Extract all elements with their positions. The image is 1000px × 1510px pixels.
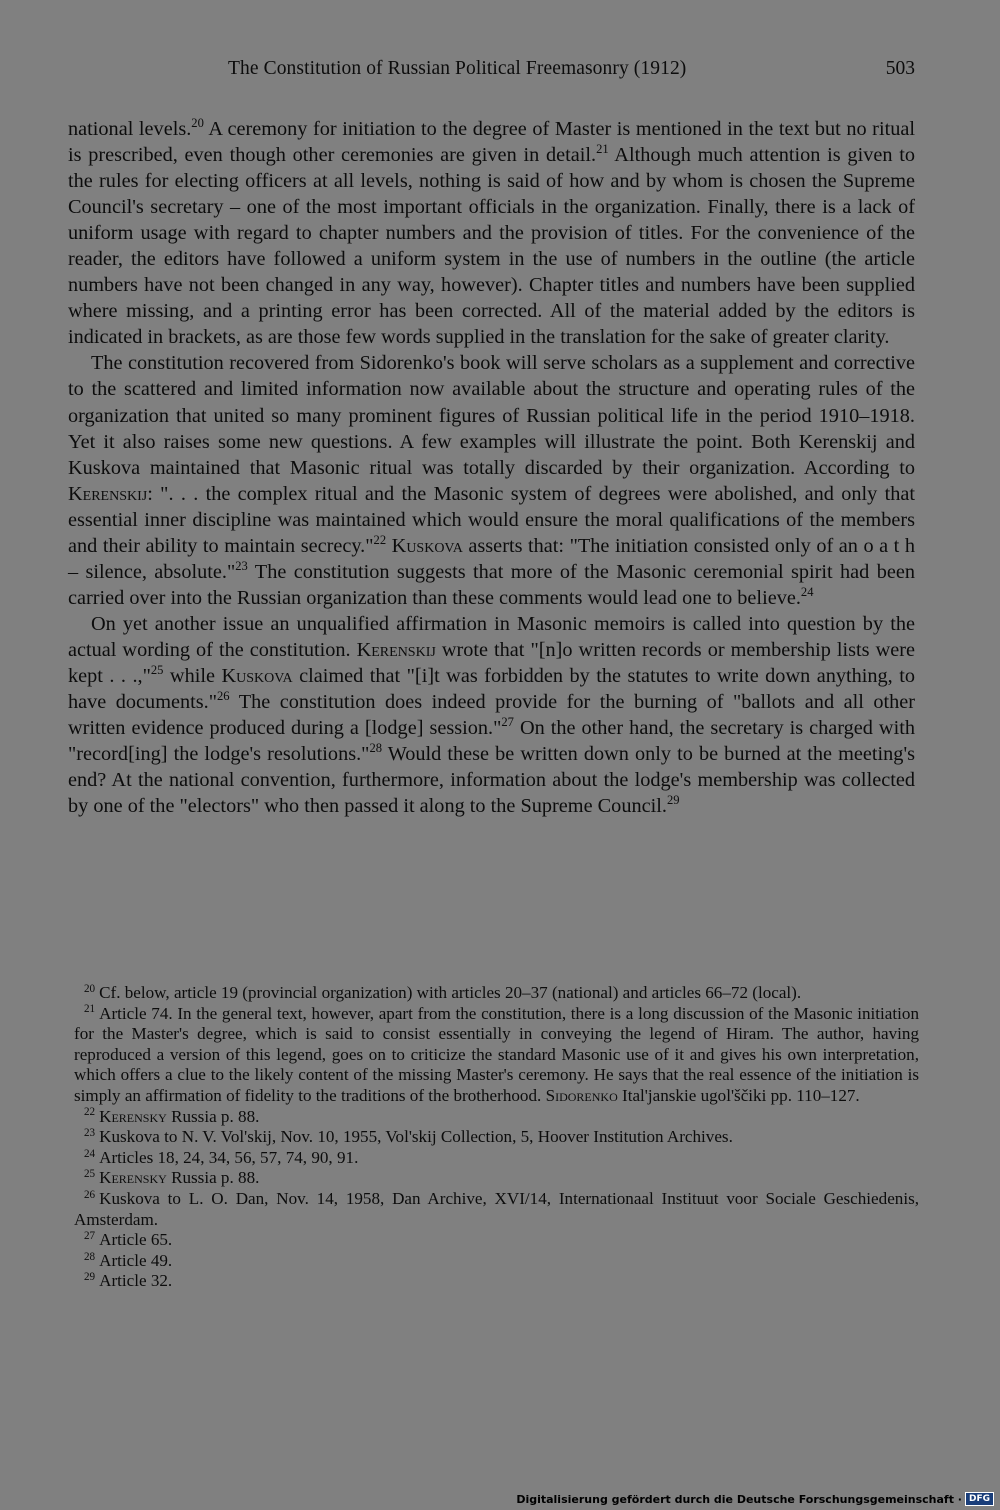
footnote-number: 24 (84, 1147, 96, 1160)
footnote-21 (74, 1004, 919, 1107)
footnote-23 (74, 1127, 919, 1148)
paragraph-1 (68, 116, 915, 350)
text-run: A ceremony for initiation to the degree of Master is mentioned in the text but no ritual is prescribed, even though other ceremonies are given in detail. (68, 118, 915, 167)
text-run: The constitution does indeed provide for the burning of "ballots and all other written evidence produced during a [lodge] session." (68, 691, 915, 740)
text-run: On the other hand, the secretary is charged with "record[ing] the lodge's resolutions." (68, 717, 915, 766)
footnote-text: Ital'janskie ugol'ščiki pp. 110–127. (617, 1085, 860, 1105)
footnote-ref[interactable]: 21 (596, 142, 609, 157)
footnote-ref[interactable]: 20 (191, 116, 204, 131)
footnote-text: Article 49. (99, 1250, 173, 1270)
text-run: The constitution recovered from Sidorenko's book will serve scholars as a supplement and corrective to the scattered and limited information now available about the structure and operating rules of the organization that united so many prominent figures of Russian political life in the period 1910–1918. Yet it also raises some new questions. A few examples will illustrate the point. Both Kerenskij and Kuskova maintained that Masonic ritual was totally discarded by their organization. According to (68, 352, 915, 479)
running-header (0, 58, 1000, 88)
footnote-number: 27 (84, 1230, 96, 1243)
text-run: The constitution suggests that more of the Masonic ceremonial spirit had been carried over into the Russian organization than these comments would lead one to believe. (68, 560, 915, 609)
footnote-26 (74, 1189, 919, 1230)
author-name: Kuskova (221, 664, 293, 687)
footnote-text: Article 74. In the general text, however, apart from the constitution, there is a long discussion of the Masonic initiation for the Master's degree, which is said to consist essentially in conveying the legend of Hiram. The author, having reproduced a version of this legend, goes on to criticize the standard Masonic use of it and gives his own interpretation, which offers a clue to the likely content of the missing Master's ceremony. He says that the real essence of the initiation is simply an affirmation of fidelity to the traditions of the brotherhood. (74, 1003, 919, 1105)
running-title: The Constitution of Russian Political Freemasonry (1912) (228, 58, 687, 79)
author-name: Kerensky (99, 1168, 167, 1188)
footnote-24 (74, 1148, 919, 1169)
text-run: Would these be written down only to be burned at the meeting's end? At the national convention, furthermore, information about the lodge's membership was collected by one of the "electors" who then passed it along to the Supreme Council. (68, 743, 915, 818)
text-run: On yet another issue an unqualified affirmation in Masonic memoirs is called into question by the actual wording of the constitution. (68, 612, 915, 661)
footnote-number: 23 (84, 1127, 96, 1140)
dfg-logo: DFG (965, 1492, 994, 1506)
footnote-text: Cf. below, article 19 (provincial organization) with articles 20–37 (national) and articles 66–72 (local). (99, 983, 802, 1002)
footnote-number: 20 (84, 982, 96, 995)
digitization-credit (516, 1490, 994, 1508)
credit-text: Digitalisierung gefördert durch die Deutsche Forschungsgemeinschaft · (516, 1492, 962, 1506)
footnote-ref[interactable]: 28 (369, 741, 383, 756)
footnote-text: Kuskova to N. V. Vol'skij, Nov. 10, 1955, Vol'skij Collection, 5, Hoover Institution Archives. (99, 1127, 733, 1147)
footnote-ref[interactable]: 26 (217, 689, 230, 704)
footnote-number: 26 (84, 1188, 96, 1201)
author-name: Kerensky (99, 1106, 167, 1126)
footnote-ref[interactable]: 24 (800, 585, 814, 600)
footnote-text: Article 32. (99, 1271, 173, 1291)
footnote-number: 28 (84, 1250, 96, 1263)
footnote-25 (74, 1168, 919, 1189)
page-number: 503 (885, 58, 915, 79)
text-run: : ". . . the complex ritual and the Masonic system of degrees were abolished, and only that essential inner discipline was maintained which would ensure the moral qualifications of the members and their ability to maintain secrecy." (68, 482, 915, 557)
footnote-ref[interactable]: 22 (373, 532, 387, 547)
text-run: wrote that "[n]o written records or membership lists were kept . . .," (68, 638, 915, 687)
footnote-text: Articles 18, 24, 34, 56, 57, 74, 90, 91. (99, 1147, 359, 1167)
footnote-20 (74, 983, 919, 1004)
footnote-text: Kuskova to L. O. Dan, Nov. 14, 1958, Dan Archive, XVI/14, Internationaal Instituut voor Sociale Geschiedenis, Amsterdam. (74, 1188, 919, 1229)
footnote-ref[interactable]: 29 (666, 793, 680, 808)
author-name: Kuskova (391, 534, 463, 557)
text-run: while (163, 664, 222, 687)
footnote-number: 22 (84, 1106, 96, 1119)
footnote-29 (74, 1271, 919, 1292)
footnote-ref[interactable]: 23 (235, 559, 248, 573)
footnote-text: Russia p. 88. (166, 1106, 260, 1126)
text-run: asserts that: "The initiation consisted only of an o a t h – silence, absolute." (68, 534, 915, 583)
text-run: claimed that "[i]t was forbidden by the statutes to write down anything, to have documents." (68, 664, 915, 714)
footnote-number: 25 (84, 1168, 96, 1181)
author-name: Sidorenko (545, 1085, 618, 1105)
footnote-text: Russia p. 88. (166, 1168, 260, 1188)
author-name: Kerenskij (68, 482, 148, 505)
footnote-number: 21 (84, 1003, 96, 1016)
body-text (68, 116, 915, 819)
paragraph-2 (68, 350, 915, 610)
footnote-27 (74, 1230, 919, 1251)
footnotes (74, 983, 919, 1292)
footnote-ref[interactable]: 25 (150, 663, 164, 678)
text-run: Although much attention is given to the rules for electing officers at all levels, nothing is said of how and by whom is chosen the Supreme Council's secretary – one of the most important officials in the organization. Finally, there is a lack of uniform usage with regard to chapter numbers and the provision of titles. For the convenience of the reader, the editors have followed a uniform system in the use of numbers in the outline (the article numbers have not been changed in any way, however). Chapter titles and numbers have been supplied where missing, and a printing error has been corrected. All of the material added by the editors is indicated in brackets, as are those few words supplied in the translation for the sake of greater clarity. (68, 144, 916, 349)
footnote-text: Article 65. (99, 1230, 173, 1250)
author-name: Kerenskij (356, 638, 436, 661)
paragraph-3 (68, 611, 915, 819)
footnote-28 (74, 1251, 919, 1272)
text-run: national levels. (68, 118, 192, 140)
footnote-number: 29 (84, 1271, 96, 1284)
footnote-ref[interactable]: 27 (501, 715, 514, 730)
footnote-22 (74, 1107, 919, 1128)
